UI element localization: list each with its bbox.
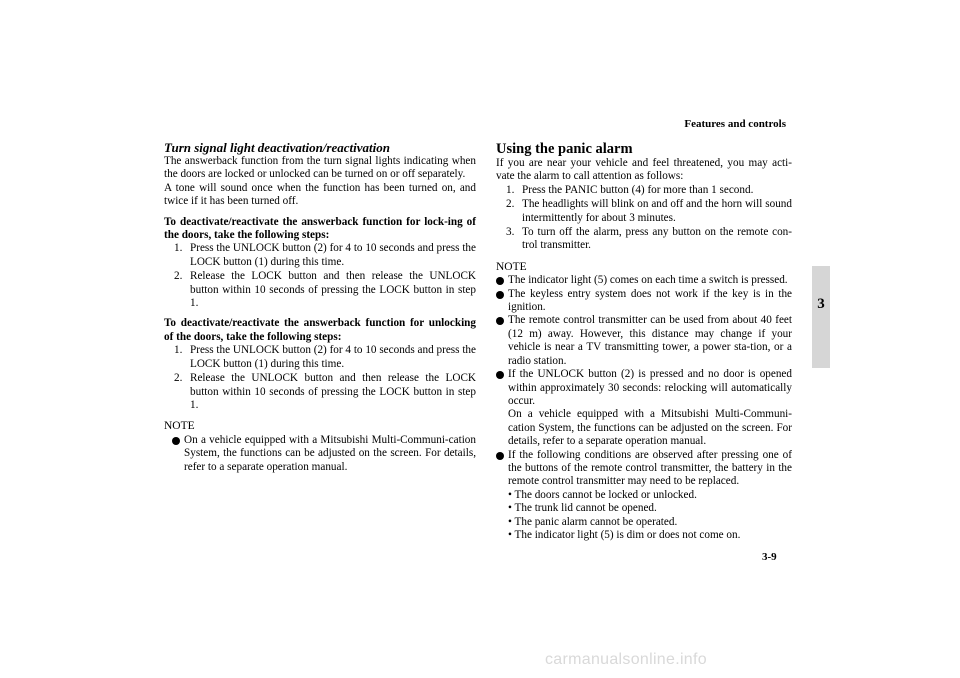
list-item: 1. Press the PANIC button (4) for more than 1 second.	[506, 183, 754, 196]
bullet-icon	[496, 291, 504, 299]
page-number: 3-9	[762, 551, 777, 563]
step-text: Release the UNLOCK button and then release the LOCK button within 10 seconds of pressing the LOCK button in step 1.	[190, 372, 476, 411]
bullet-icon	[496, 452, 504, 460]
list-item	[496, 288, 792, 315]
list-item	[496, 314, 792, 368]
condition-item: • The doors cannot be locked or unlocked.	[508, 488, 697, 501]
note-text-extra: On a vehicle equipped with a Mitsubishi Multi-Communi-cation System, the functions can be adjusted on the screen. For details, refer to a separate operation manual.	[508, 408, 792, 448]
condition-item: • The indicator light (5) is dim or does not come on.	[508, 528, 741, 541]
list-item	[172, 434, 476, 474]
section-title-turn-signal: Turn signal light deactivation/reactivation	[164, 140, 390, 155]
condition-item: • The trunk lid cannot be opened.	[508, 502, 657, 515]
bullet-icon	[496, 371, 504, 379]
unlock-steps-list	[164, 344, 476, 412]
list-item: 2. Release the UNLOCK button and then release the LOCK button within 10 seconds of pressing the LOCK button in step 1.	[174, 372, 476, 411]
list-item: 1. Press the UNLOCK button (2) for 4 to 10 seconds and press the LOCK button (1) during this time.	[174, 242, 476, 268]
lock-steps-heading: To deactivate/reactivate the answerback function for lock-ing of the doors, take the following steps:	[164, 215, 476, 242]
section-title-panic-alarm: Using the panic alarm	[496, 141, 633, 157]
panic-intro: If you are near your vehicle and feel threatened, you may acti-vate the alarm to call attention as follows:	[496, 157, 792, 183]
note-label: NOTE	[164, 420, 195, 433]
list-item: 2. The headlights will blink on and off and the horn will sound intermittently for about 3 minutes.	[506, 198, 792, 224]
right-column	[496, 141, 792, 542]
intro-paragraph-2: A tone will sound once when the function has been turned on, and twice if it has been turned off.	[164, 181, 476, 208]
step-text: Press the UNLOCK button (2) for 4 to 10 seconds and press the LOCK button (1) during this time.	[190, 242, 476, 268]
step-text: Press the UNLOCK button (2) for 4 to 10 seconds and press the LOCK button (1) during this time.	[190, 344, 476, 370]
note-text: The indicator light (5) comes on each time a switch is pressed.	[508, 274, 788, 287]
bullet-icon	[496, 277, 504, 285]
bullet-icon	[172, 437, 180, 445]
bullet-icon	[496, 317, 504, 325]
step-text: Press the PANIC button (4) for more than 1 second.	[522, 183, 754, 196]
panic-steps-list	[496, 184, 792, 253]
condition-item: • The panic alarm cannot be operated.	[508, 515, 678, 528]
note-label: NOTE	[496, 260, 527, 273]
step-text: Release the LOCK button and then release the UNLOCK button within 10 seconds of pressing the LOCK button in step 1.	[190, 270, 476, 310]
list-item	[496, 449, 792, 543]
chapter-tab	[812, 266, 830, 368]
note-text: The remote control transmitter can be used from about 40 feet (12 m) away. However, this distance may change if your vehicle is near a TV transmitting tower, a power sta-tion, or a radio station.	[508, 314, 792, 367]
note-list	[164, 434, 476, 474]
note-text: If the UNLOCK button (2) is pressed and no door is opened within approximately 30 seconds: relocking will automatically occur.	[508, 368, 792, 407]
step-text: To turn off the alarm, press any button on the remote con-trol transmitter.	[522, 226, 792, 252]
note-text: The keyless entry system does not work if the key is in the ignition.	[508, 287, 792, 314]
note-text: On a vehicle equipped with a Mitsubishi Multi-Communi-cation System, the functions can be adjusted on the screen. For details, refer to a separate operation manual.	[184, 433, 476, 473]
list-item	[496, 368, 792, 448]
page-header: Features and controls	[684, 118, 786, 130]
intro-paragraph-1: The answerback function from the turn signal lights indicating when the doors are locked or unlocked can be turned on or off separately.	[164, 155, 476, 181]
list-item: 1. Press the UNLOCK button (2) for 4 to 10 seconds and press the LOCK button (1) during this time.	[174, 344, 476, 370]
list-item	[496, 274, 792, 287]
lock-steps-list	[164, 242, 476, 310]
watermark: carmanualsonline.info	[545, 651, 707, 668]
chapter-tab-number: 3	[817, 296, 825, 312]
step-text: The headlights will blink on and off and the horn will sound intermittently for about 3 minutes.	[522, 198, 792, 224]
list-item: 2. Release the LOCK button and then release the UNLOCK button within 10 seconds of pressing the LOCK button in step 1.	[174, 270, 476, 310]
note-text: If the following conditions are observed after pressing one of the buttons of the remote control transmitter, the battery in the remote control transmitter may need to be replaced.	[508, 448, 792, 488]
note-list	[496, 274, 792, 542]
left-column	[164, 141, 476, 474]
list-item: 3. To turn off the alarm, press any button on the remote con-trol transmitter.	[506, 226, 792, 252]
unlock-steps-heading: To deactivate/reactivate the answerback function for unlocking of the doors, take the following steps:	[164, 317, 476, 343]
